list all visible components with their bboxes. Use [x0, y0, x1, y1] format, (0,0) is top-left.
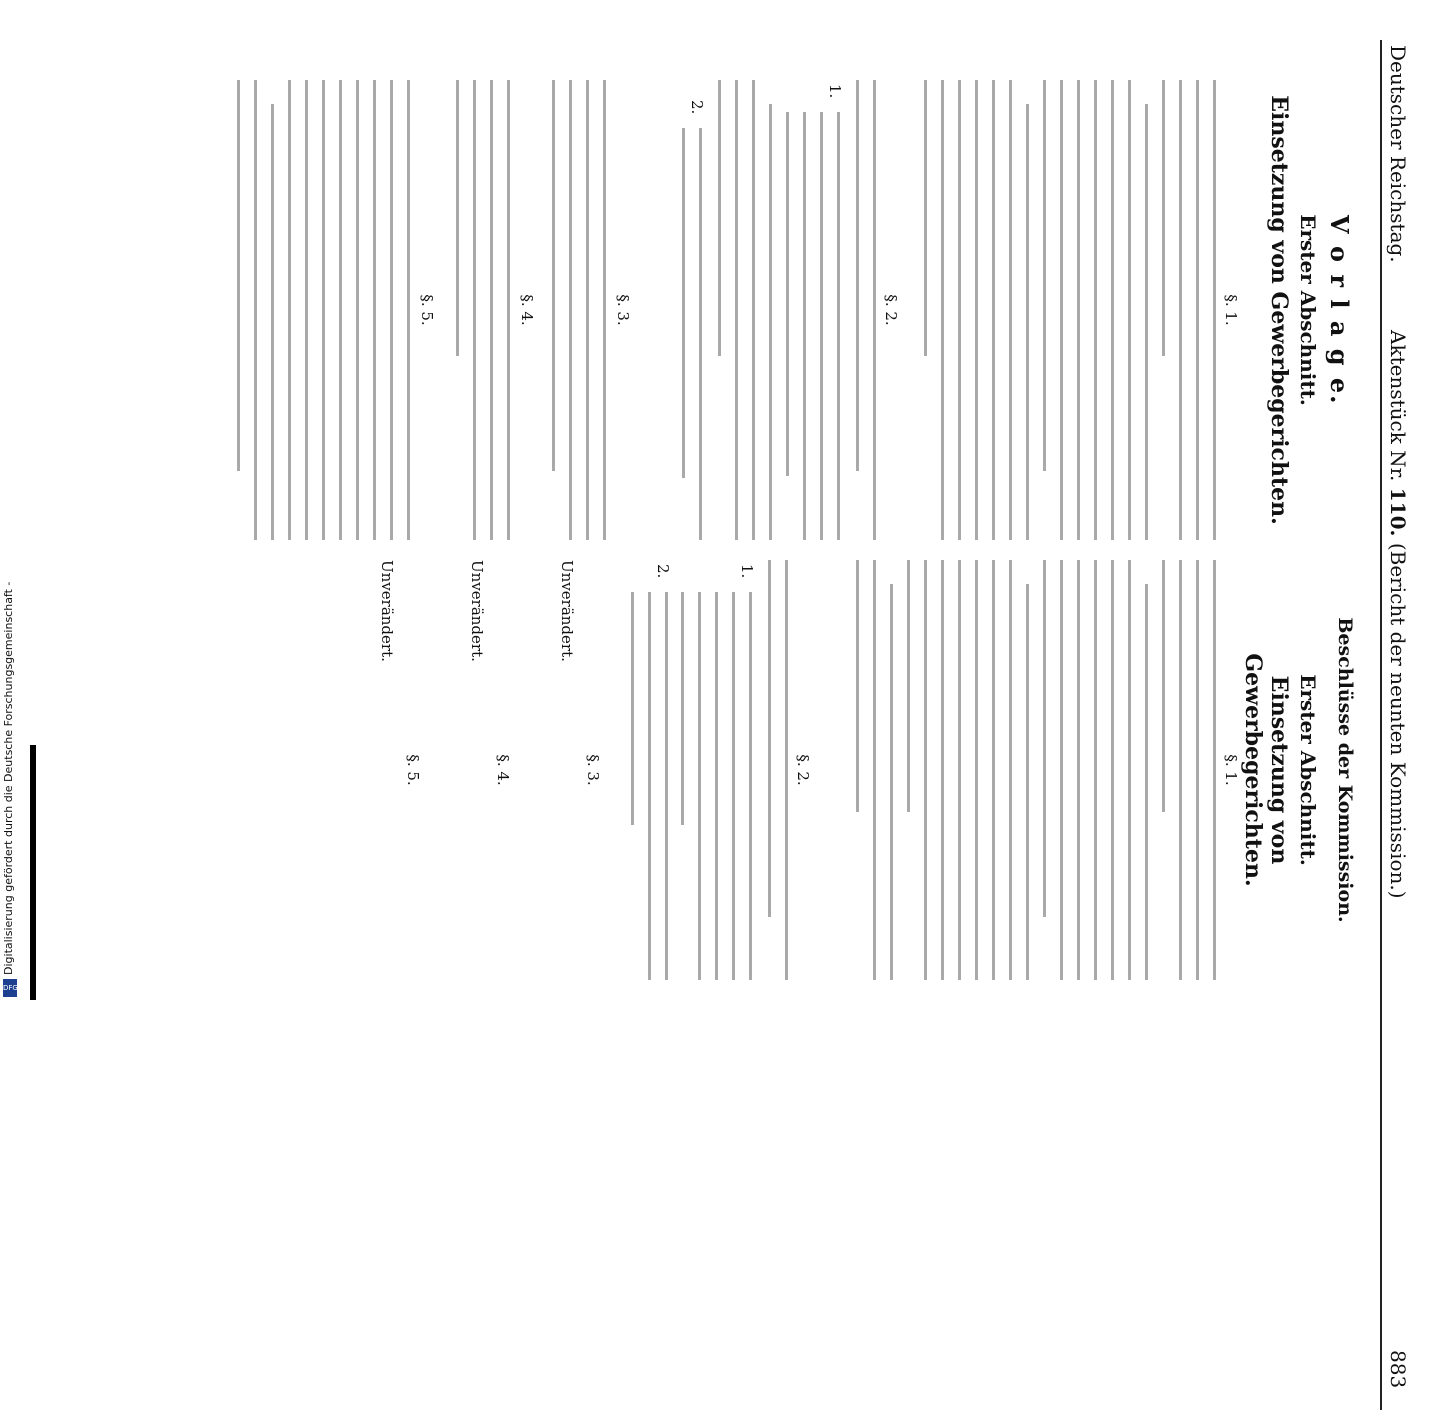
left-section-1-text	[910, 80, 1216, 540]
left-section-4-text	[442, 80, 510, 540]
right-section-5: §. 5.	[404, 754, 422, 786]
right-section-1: §. 1.	[1222, 754, 1240, 786]
right-section-4-note: Unverändert.	[468, 560, 486, 662]
left-section-title: Einsetzung von Gewerbegerichten.	[1266, 95, 1292, 525]
left-section-2-item-2: 2.	[688, 100, 706, 115]
right-section-3-note: Unverändert.	[558, 560, 576, 662]
left-section-2: §. 2.	[882, 294, 900, 326]
left-section-heading: Erster Abschnitt.	[1296, 214, 1320, 406]
header-number: 110.	[1386, 487, 1410, 537]
right-section-2: §. 2.	[794, 754, 812, 786]
right-section-5-note: Unverändert.	[378, 560, 396, 662]
digitization-credit	[0, 565, 22, 1000]
left-section-5-text	[223, 80, 410, 540]
right-section-title: Einsetzung von Gewerbegerichten.	[1240, 653, 1292, 887]
left-section-3: §. 3.	[614, 294, 632, 326]
right-section-2-item-2: 2.	[654, 564, 672, 579]
header-prefix: Aktenstück Nr.	[1386, 330, 1410, 482]
left-section-5: §. 5.	[418, 294, 436, 326]
right-section-2-item-1-text	[667, 592, 752, 980]
right-section-3: §. 3.	[584, 754, 602, 786]
right-section-2-text	[754, 560, 788, 980]
dfg-logo: DFG	[3, 979, 17, 997]
header-page-number: 883	[1386, 1350, 1410, 1389]
right-section-2-item-2-text	[617, 592, 668, 980]
credit-text: Digitalisierung gefördert durch die Deutsche Forschungsgemeinschaft -	[2, 581, 15, 975]
header-rule	[1380, 40, 1382, 1410]
left-section-1: §. 1.	[1222, 294, 1240, 326]
header-reichstag: Deutscher Reichstag.	[1386, 45, 1410, 263]
right-section-1-text	[842, 560, 1216, 980]
left-section-2-item-2-text	[668, 128, 702, 540]
right-column-title: Beschlüsse der Kommission.	[1334, 617, 1356, 923]
right-section-4: §. 4.	[494, 754, 512, 786]
left-section-2-item-1: 1.	[826, 84, 844, 99]
left-section-2-continuation	[704, 80, 772, 540]
scan-binding-edge	[30, 745, 36, 1000]
right-section-2-item-1: 1.	[738, 564, 756, 579]
left-column-title: V o r l a g e.	[1325, 215, 1354, 406]
left-section-2-text	[842, 80, 876, 540]
header-document-number	[1386, 330, 1410, 899]
left-section-4: §. 4.	[518, 294, 536, 326]
right-section-heading: Erster Abschnitt.	[1296, 674, 1320, 866]
header-suffix: (Bericht der neunten Kommission.)	[1386, 542, 1410, 899]
left-section-2-item-1-text	[772, 112, 840, 540]
left-section-3-text	[538, 80, 606, 540]
